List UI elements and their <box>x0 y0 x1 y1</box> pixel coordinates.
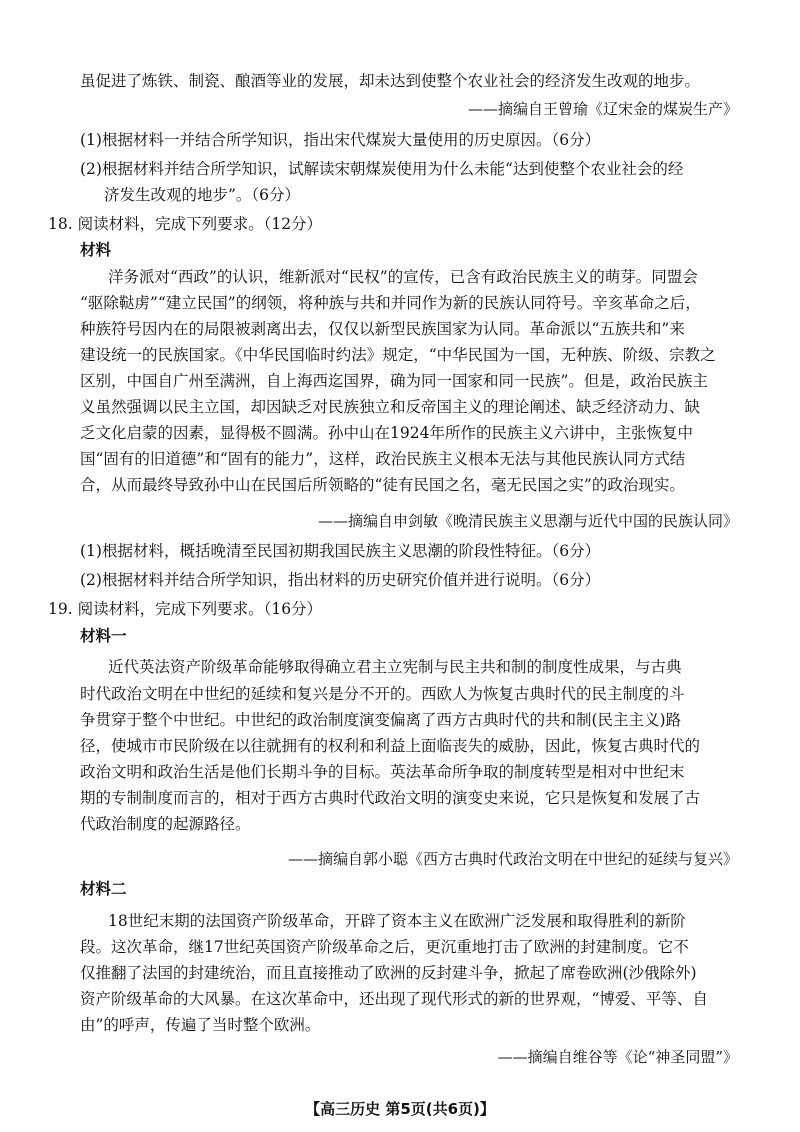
q19-m1-line: 期的专制制度而言的，相对于西方古典时代政治文明的演变史来说，它只是恢复和发展了古 <box>80 789 701 807</box>
page-footer: 【高三历史 第5页(共6页)】 <box>305 1100 495 1118</box>
q19-m1-line: 代政治制度的起源路径。 <box>80 815 251 833</box>
question-18-2: (2)根据材料并结合所学知识，指出材料的历史研究价值并进行说明。（6分） <box>80 571 601 589</box>
q19-m1-line: 时代政治文明在中世纪的延续和复兴是分不开的。西欧人为恢复古典时代的民主制度的斗 <box>80 685 685 703</box>
q19-m2-line: 资产阶级革命的大风暴。在这次革命中，还出现了现代形式的新的世界观，“博爱、平等、自 <box>80 990 708 1008</box>
q19-m1-line: 近代英法资产阶级革命能够取得确立君主立宪制与民主共和制的制度性成果，与古典 <box>108 658 682 676</box>
q19-m2-line: 18世纪末期的法国资产阶级革命，开辟了资本主义在欧洲广泛发展和取得胜利的新阶 <box>108 912 686 930</box>
q18-material-line: 种族符号因内在的局限被剥离出去，仅仅以新型民族国家为认同。革命派以“五族共和”来 <box>80 320 685 338</box>
question-18-1: (1)根据材料，概括晚清至民国初期我国民族主义思潮的阶段性特征。（6分） <box>80 542 601 560</box>
q19-m2-source-citation: ——摘编自维谷等《论“神圣同盟”》 <box>497 1048 738 1066</box>
q19-m2-line: 由”的呼声，传遍了当时整个欧洲。 <box>80 1016 321 1034</box>
q19-m2-line: 仅推翻了法国的封建统治，而且直接推动了欧洲的反封建斗争，掀起了席卷欧洲(沙俄除外) <box>80 964 697 982</box>
q18-material-line: 国“固有的旧道德”和“固有的能力”，这样，政治民族主义根本无法与其他民族认同方式结 <box>80 450 686 468</box>
q18-source-citation: ——摘编自申剑敏《晚清民族主义思潮与近代中国的民族认同》 <box>317 512 738 530</box>
q19-m1-line: 政治文明和政治生活是他们长期斗争的目标。英法革命所争取的制度转型是相对中世纪末 <box>80 763 685 781</box>
question-17-1: (1)根据材料一并结合所学知识，指出宋代煤炭大量使用的历史原因。（6分） <box>80 131 601 149</box>
q18-material-line: 洋务派对“西政”的认识，维新派对“民权”的宣传，已含有政治民族主义的萌芽。同盟会 <box>108 268 698 286</box>
q18-material-line: 乏文化启蒙的因素，显得极不圆满。孙中山在1924年所作的民族主义六讲中，主张恢复中 <box>80 424 693 442</box>
q18-material-line: 区别，中国自广州至满洲，自上海西迄国界，确为同一国家和同一民族”。但是，政治民族主 <box>80 372 708 390</box>
question-19-material-1-title: 材料一 <box>80 627 127 645</box>
q18-material-line: 义虽然强调以民主立国，却因缺乏对民族独立和反帝国主义的理论阐述、缺乏经济动力、缺 <box>80 398 701 416</box>
source-citation: ——摘编自王曾瑜《辽宋金的煤炭生产》 <box>467 100 738 118</box>
q19-m1-line: 径，使城市市民阶级在以往就拥有的权利和利益上面临丧失的威胁，因此，恢复古典时代的 <box>80 737 701 755</box>
q19-m1-source-citation: ——摘编自郭小聪《西方古典时代政治文明在中世纪的延续与复兴》 <box>287 850 738 868</box>
question-17-2-cont: 济发生改观的地步”。（6分） <box>104 186 301 204</box>
q19-m2-line: 段。这次革命，继17世纪英国资产阶级革命之后，更沉重地打击了欧洲的封建制度。它不 <box>80 938 689 956</box>
q18-material-line: 建设统一的民族国家。《中华民国临时约法》规定，“中华民国为一国，无种族、阶级、宗教之 <box>80 346 716 364</box>
question-19-stem: 19. 阅读材料，完成下列要求。（16分） <box>48 600 323 618</box>
question-18-material-title: 材料 <box>80 241 112 259</box>
material-continuation-line: 虽促进了炼铁、制瓷、酿酒等业的发展，却未达到使整个农业社会的经济发生改观的地步。 <box>80 72 701 90</box>
question-18-stem: 18. 阅读材料，完成下列要求。（12分） <box>48 215 323 233</box>
question-19-material-2-title: 材料二 <box>80 880 127 898</box>
q18-material-line: “驱除鞑虏”“建立民国”的纲领，将种族与共和并同作为新的民族认同符号。辛亥革命之后， <box>80 294 701 312</box>
q18-material-line: 合，从而最终导致孙中山在民国后所领略的“徒有民国之名，毫无民国之实”的政治现实。 <box>80 476 685 494</box>
question-17-2: (2)根据材料并结合所学知识，试解读宋朝煤炭使用为什么未能“达到使整个农业社会的经 <box>80 160 684 178</box>
q19-m1-line: 争贯穿于整个中世纪。中世纪的政治制度演变偏离了西方古典时代的共和制(民主主义)路 <box>80 711 682 729</box>
